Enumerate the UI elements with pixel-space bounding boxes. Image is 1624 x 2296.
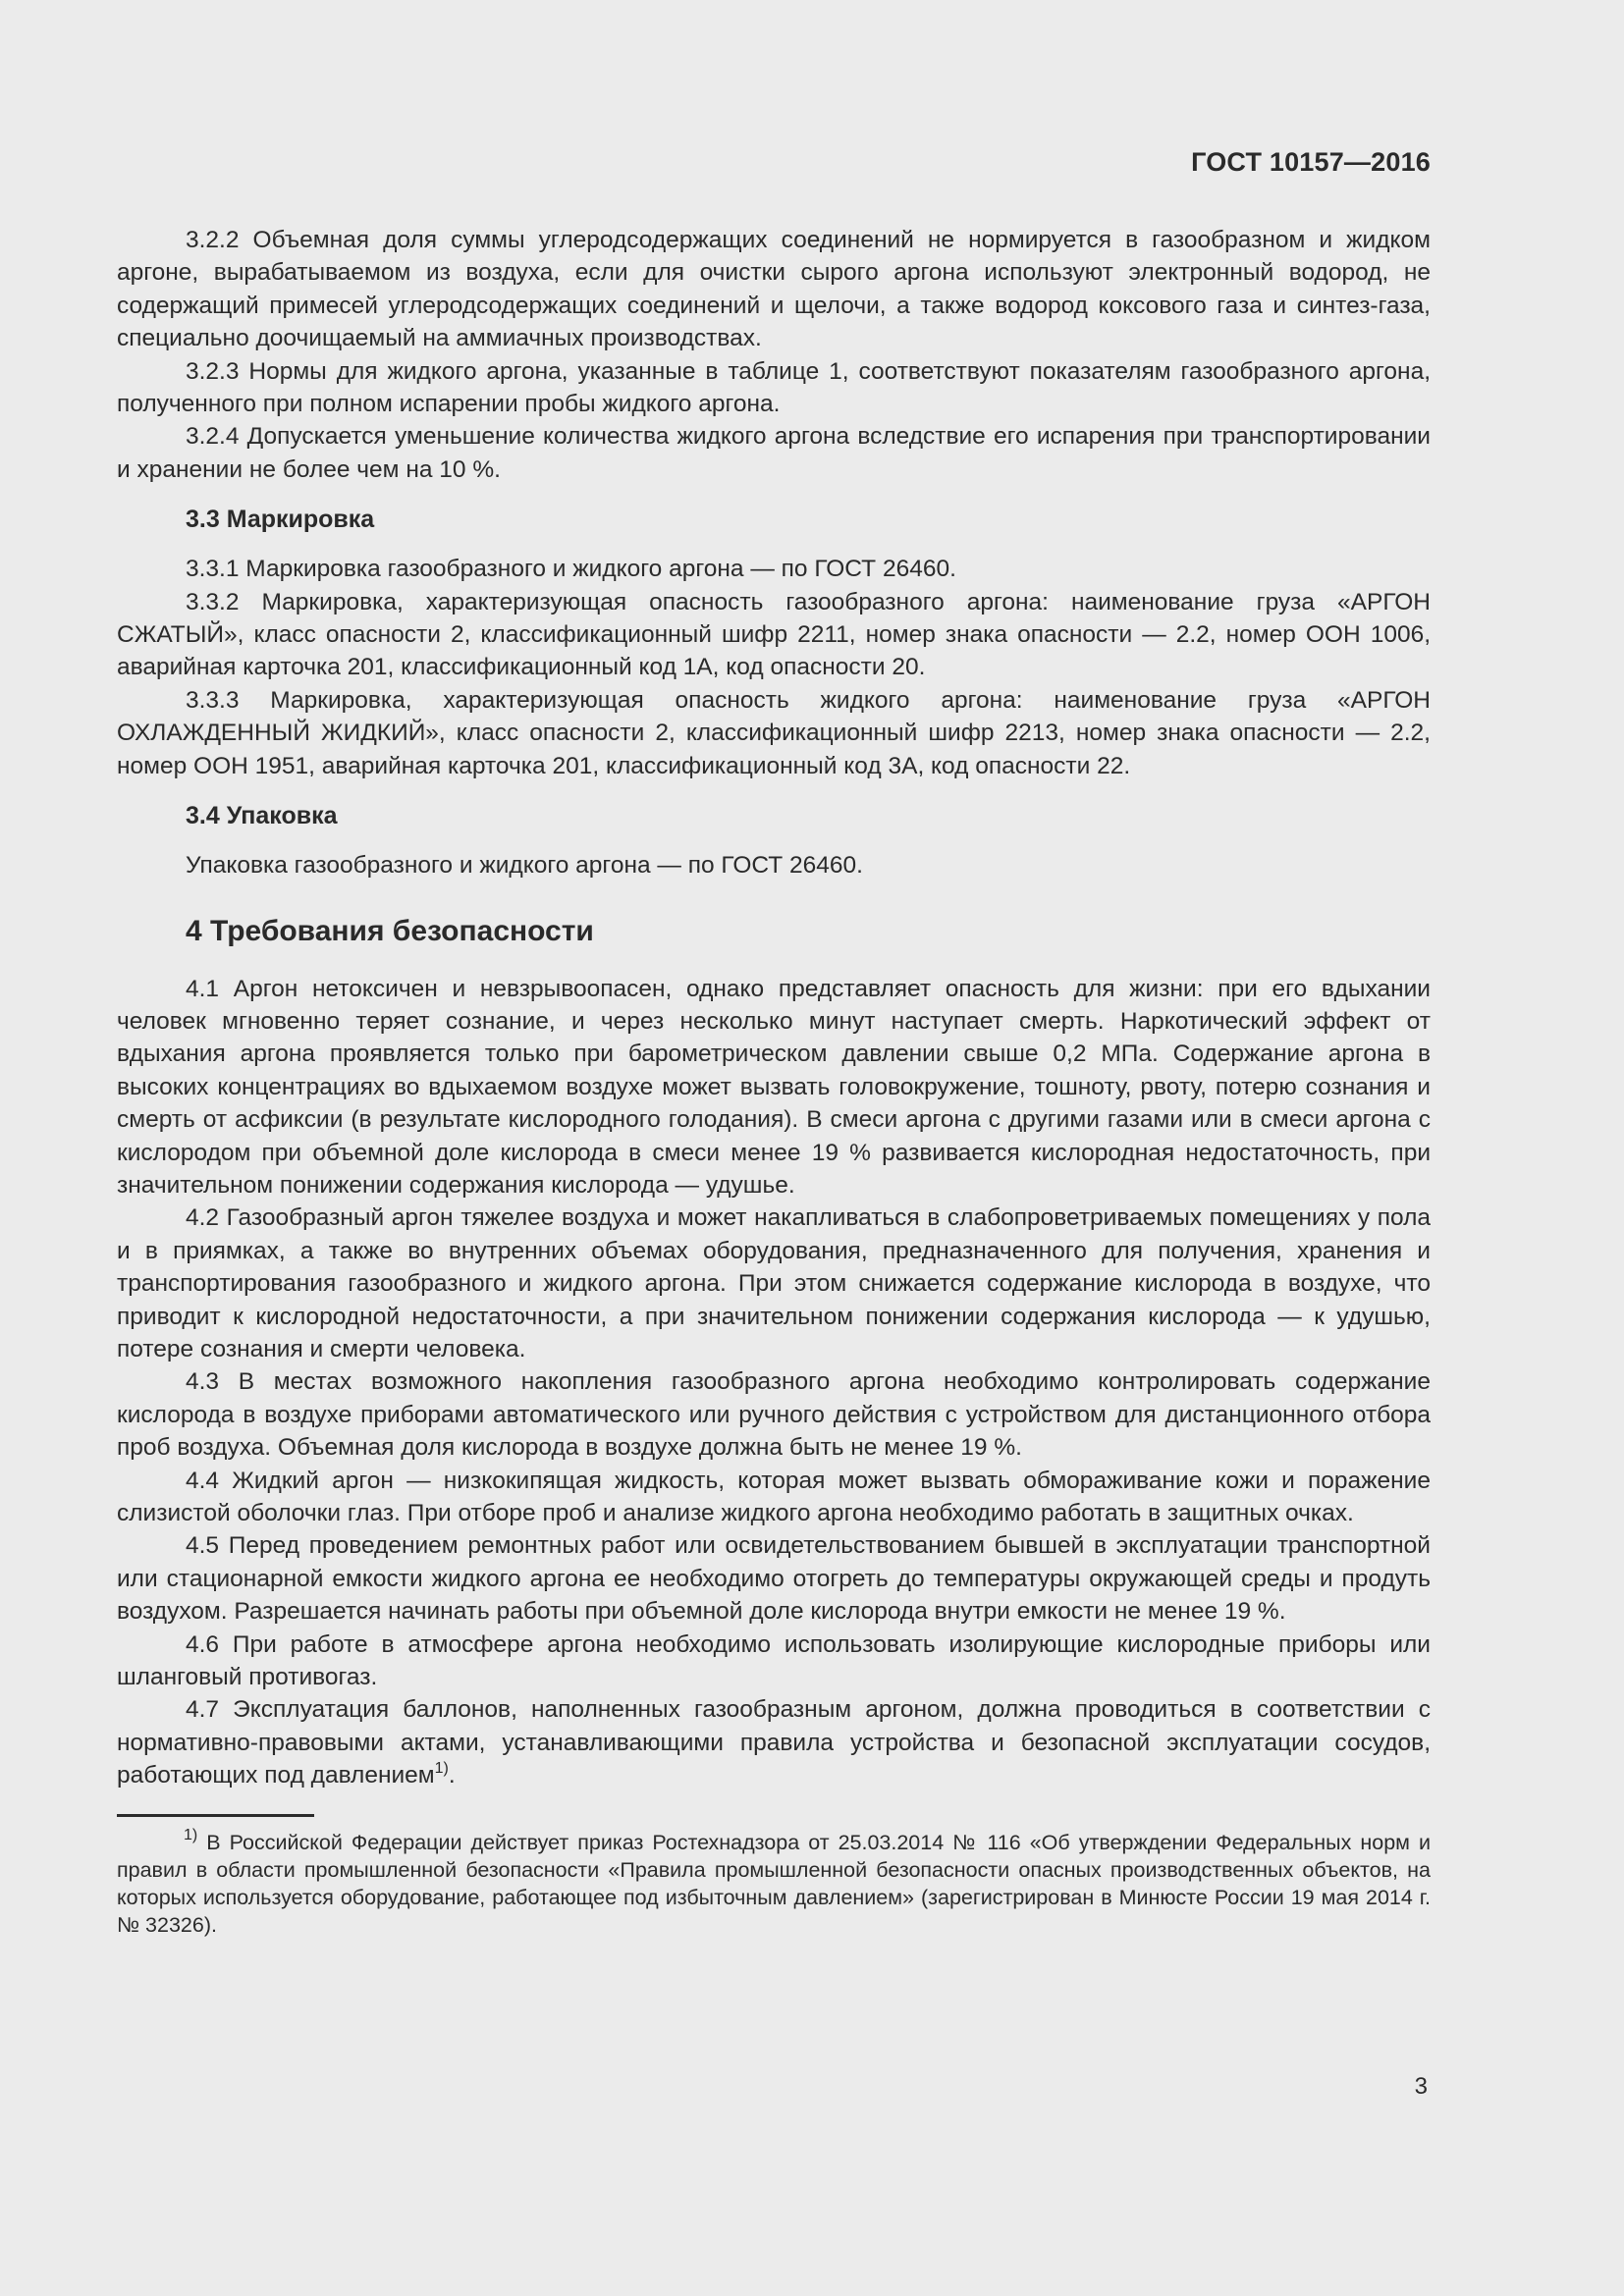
paragraph xyxy=(117,586,1431,684)
paragraph xyxy=(117,1629,1431,1694)
paragraph-text: 3.4 Упаковка xyxy=(186,802,338,830)
paragraph xyxy=(117,684,1431,782)
paragraph-text: 4.5 Перед проведением ремонтных работ или освидетельствованием бывшей в эксплуатации транспортной или стационарной емкости жидкого аргона ее необходимо отогреть до температуры окружающей среды и продуть воздухом. Разрешается начинать работы при объемной доле кислорода внутри емкости не менее 19 %. xyxy=(117,1532,1431,1626)
document-header: ГОСТ 10157—2016 xyxy=(1191,147,1431,177)
paragraph-text: 3.3.1 Маркировка газообразного и жидкого аргона — по ГОСТ 26460. xyxy=(186,556,956,583)
paragraph-text: 3.3.3 Маркировка, характеризующая опасность жидкого аргона: наименование груза «АРГОН ОХЛАЖДЕННЫЙ ЖИДКИЙ», класс опасности 2, классификационный шифр 2213, номер знака опасности — 2.2, номер ООН 1951, аварийная карточка 201, классификационный код 3А, код опасности 22. xyxy=(117,686,1431,779)
paragraph-text: 4.3 В местах возможного накопления газообразного аргона необходимо контролировать содержание кислорода в воздухе приборами автоматического или ручного действия с устройством для дистанционного отбора проб воздуха. Объемная доля кислорода в воздухе должна быть не менее 19 %. xyxy=(117,1368,1431,1462)
spacer xyxy=(117,536,1431,553)
spacer xyxy=(117,951,1431,973)
paragraph xyxy=(117,355,1431,421)
paragraph xyxy=(117,849,1431,881)
paragraph xyxy=(117,973,1431,1202)
paragraph xyxy=(117,224,1431,355)
paragraph-text: 4.2 Газообразный аргон тяжелее воздуха и может накапливаться в слабопроветриваемых помещениях у пола и в приямках, а также во внутренних объемах оборудования, предназначенного для получения, хранения и транспортирования газообразного и жидкого аргона. При этом снижается содержание кислорода в воздухе, что приводит к кислородной недостаточности, а при значительном понижении содержания кислорода — к удушью, потере сознания и смерти человека. xyxy=(117,1204,1431,1362)
footnote-divider xyxy=(117,1814,314,1817)
section-heading xyxy=(117,504,1431,536)
spacer xyxy=(117,782,1431,800)
footnote xyxy=(117,1826,1431,1939)
paragraph-text: 4 Требования безопасности xyxy=(186,914,594,947)
footnote-marker: 1) xyxy=(184,1826,198,1843)
paragraph xyxy=(117,1465,1431,1530)
spacer xyxy=(117,882,1431,912)
paragraph-text: 3.2.3 Нормы для жидкого аргона, указанные в таблице 1, соответствуют показателям газообразного аргона, полученного при полном испарении пробы жидкого аргона. xyxy=(117,357,1431,418)
chapter-heading xyxy=(117,912,1431,951)
paragraph-text: 4.4 Жидкий аргон — низкокипящая жидкость, которая может вызвать обмораживание кожи и поражение слизистой оболочки глаз. При отборе проб и анализе жидкого аргона необходимо работать в защитных очках. xyxy=(117,1467,1431,1526)
page-number: 3 xyxy=(1414,2073,1428,2100)
paragraph-text: 4.6 При работе в атмосфере аргона необходимо использовать изолирующие кислородные приборы или шланговый противогаз. xyxy=(117,1630,1431,1691)
spacer xyxy=(117,486,1431,504)
paragraph-text: 3.2.2 Объемная доля суммы углеродсодержащих соединений не нормируется в газообразном и жидком аргоне, вырабатываемом из воздуха, если для очистки сырого аргона используют электронный водород, не содержащий примесей углеродсодержащих соединений и щелочи, а также водород коксового газа и синтез-газа, специально доочищаемый на аммиачных производствах. xyxy=(117,227,1431,352)
paragraph-text: 4.7 Эксплуатация баллонов, наполненных газообразным аргоном, должна проводиться в соответствии с нормативно-правовыми актами, устанавливающими правила устройства и безопасной эксплуатации сосудов, работающих под давлением xyxy=(117,1696,1431,1789)
paragraph xyxy=(117,553,1431,585)
spacer xyxy=(117,832,1431,849)
footnote-text: В Российской Федерации действует приказ Ростехнадзора от 25.03.2014 № 116 «Об утверждении Федеральных норм и правил в области промышленной безопасности «Правила промышленной безопасности опасных производственных объектов, на которых используется оборудование, работающее под избыточным давлением» (зарегистрирован в Минюсте России 19 мая 2014 г. № 32326). xyxy=(117,1830,1431,1937)
paragraph-text: 3.3.2 Маркировка, характеризующая опасность газообразного аргона: наименование груза «АРГОН СЖАТЫЙ», класс опасности 2, классификационный шифр 2211, номер знака опасности — 2.2, номер ООН 1006, аварийная карточка 201, классификационный код 1А, код опасности 20. xyxy=(117,588,1431,681)
paragraph-text: 4.1 Аргон нетоксичен и невзрывоопасен, однако представляет опасность для жизни: при его вдыхании человек мгновенно теряет сознание, и через несколько минут наступает смерть. Наркотический эффект от вдыхания аргона проявляется только при барометрическом давлении свыше 0,2 МПа. Содержание аргона в высоких концентрациях во вдыхаемом воздухе может вызвать головокружение, тошноту, рвоту, потерю сознания и смерть от асфиксии (в результате кислородного голодания). В смеси аргона с другими газами или в смеси аргона с кислородом при объемной доле кислорода в смеси менее 19 % развивается кислородная недостаточность, при значительном понижении содержания кислорода — удушье. xyxy=(117,975,1431,1199)
paragraph-text: Упаковка газообразного и жидкого аргона — по ГОСТ 26460. xyxy=(186,852,863,880)
paragraph-tail: . xyxy=(448,1762,456,1789)
paragraph-text: 3.3 Маркировка xyxy=(186,506,375,534)
paragraph-text: 3.2.4 Допускается уменьшение количества жидкого аргона вследствие его испарения при транспортировании и хранении не более чем на 10 %. xyxy=(117,423,1431,483)
paragraph xyxy=(117,420,1431,486)
paragraph xyxy=(117,1201,1431,1365)
document-body xyxy=(117,224,1431,1939)
section-heading xyxy=(117,800,1431,832)
paragraph xyxy=(117,1365,1431,1464)
paragraph xyxy=(117,1529,1431,1628)
paragraph xyxy=(117,1693,1431,1791)
footnote-ref[interactable]: 1) xyxy=(434,1760,449,1778)
